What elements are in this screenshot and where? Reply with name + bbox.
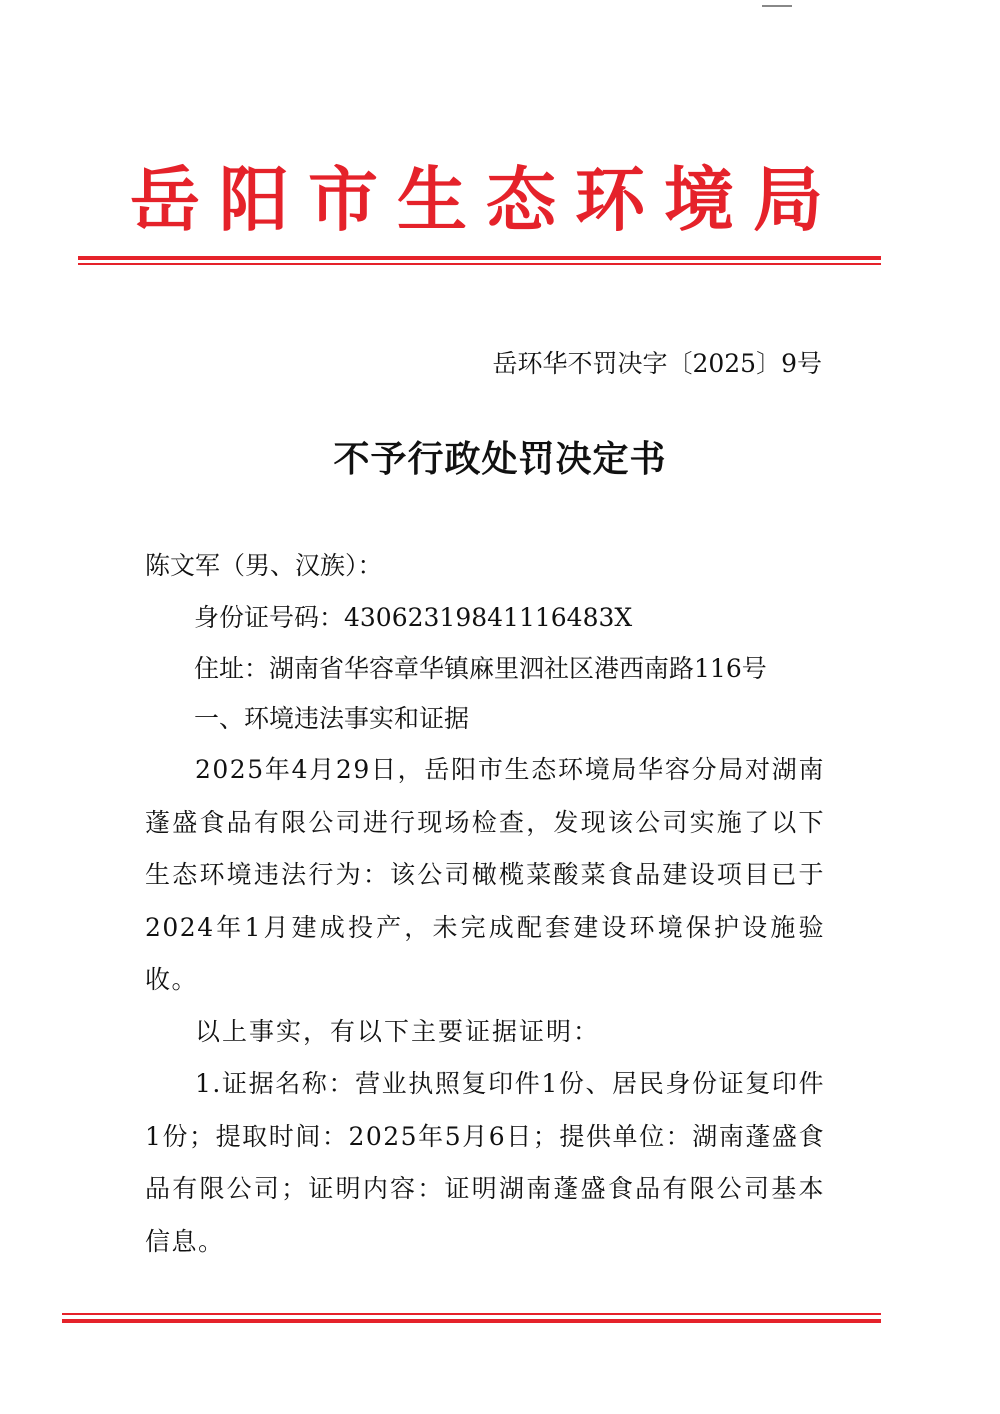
recipient-name: 陈文军（男、汉族）： — [145, 551, 383, 580]
footer-rule-thin — [62, 1313, 881, 1315]
letterhead-rule-thick — [78, 256, 881, 260]
address: 住址：湖南省华容章华镇麻里泗社区港西南路116号 — [194, 654, 767, 683]
id-number: 身份证号码：43062319841116483X — [194, 603, 633, 632]
evidence-item-1: 1.证据名称：营业执照复印件1份、居民身份证复印件1份；提取时间：2025年5月6日；提供单位：湖南蓬盛食品有限公司；证明内容：证明湖南蓬盛食品有限公司基本信息。 — [145, 1069, 825, 1256]
facts-paragraph: 2025年4月29日，岳阳市生态环境局华容分局对湖南蓬盛食品有限公司进行现场检查，发现该公司实施了以下生态环境违法行为：该公司橄榄菜酸菜食品建设项目已于2024年1月建成投产，未完成配套建设环境保护设施验收。 — [145, 755, 825, 994]
document-number: 岳环华不罚决字〔2025〕9号 — [492, 349, 822, 378]
section-heading-facts: 一、环境违法事实和证据 — [194, 704, 470, 733]
scan-mark — [762, 5, 792, 7]
evidence-intro: 以上事实，有以下主要证据证明： — [195, 1017, 601, 1046]
letterhead-rule-thin — [78, 263, 881, 265]
footer-rule-thick — [62, 1319, 881, 1323]
agency-letterhead: 岳阳市生态环境局 — [130, 159, 842, 241]
document-title: 不予行政处罚决定书 — [333, 438, 667, 480]
